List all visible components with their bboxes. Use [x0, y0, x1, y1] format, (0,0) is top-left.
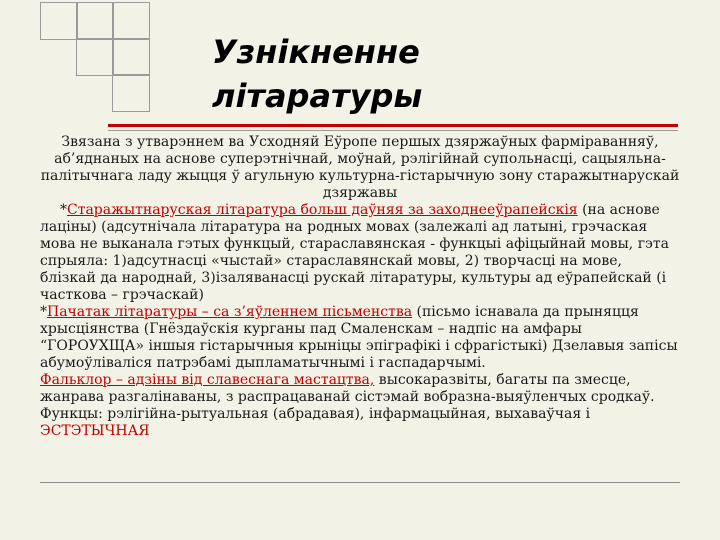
title-line-1: Узнікненне [212, 33, 420, 71]
paragraph-text: высокаразвіты, багаты па змесце, жанрава разгалінаваны, з распрацаванай сістэмай вобразна-выяўленчых сродкаў. Функцы: рэлігійна-рытуальная (абрадавая), інфармацыйная, выхаваўчая і [40, 372, 655, 422]
bottom-divider [40, 482, 680, 483]
bullet-asterisk: * [60, 202, 67, 218]
paragraph-text: (пісьмо існавала да прыняцця хрысціянства (Гнёздаўскія курганы пад Смаленскам – надпіс на амфары “ГОРОУХЩА» іншыя гістарычныя крыніцы эпіграфікі і сфрагістыкі) Дзелавыя запісы абумоўліваліся патрэбамі дыпламатычнымі і гаспадарчымі. [40, 304, 678, 371]
slide-body [40, 134, 680, 440]
paragraph-old-russian-literature [40, 202, 680, 304]
decorative-square [112, 2, 150, 40]
highlight-writing-origin: Пачатак літаратуры – са з’яўленнем пісьменства [47, 304, 413, 320]
highlight-old-russian-literature: Старажытнаруская літаратура больш даўняя за заходнееўрапейскія [67, 202, 578, 218]
decorative-square [112, 74, 150, 112]
title-divider-gray [108, 130, 678, 131]
decorative-square [76, 2, 114, 40]
highlight-aesthetic: ЭСТЭТЫЧНАЯ [40, 423, 150, 439]
bullet-asterisk: * [40, 304, 47, 320]
paragraph-folklore [40, 372, 680, 440]
decorative-square [40, 2, 78, 40]
highlight-folklore: Фальклор – адзіны від славеснага мастацтва, [40, 372, 375, 388]
slide-title [212, 30, 532, 118]
intro-paragraph: Звязана з утварэннем ва Усходняй Еўропе першых дзяржаўных фарміраванняў, аб’яднаных на аснове суперэтнічнай, моўнай, рэлігійнай супольнасці, сацыяльна-палітычнага ладу жыцця ў агульную культурна-гістарычную зону старажытнарускай дзяржавы [40, 134, 680, 201]
decorative-square [76, 38, 114, 76]
title-divider-red [108, 124, 678, 127]
paragraph-writing-origin [40, 304, 680, 372]
paragraph-text: (на аснове лаціны) (адсутнічала літаратура на родных мовах (залежалі ад латыні, грэчаская мова не выканала гэтых функцый, стараславянская - функцыі афіцыйнай мовы, гэта спрыяла: 1)адсутнасці «чыстай» стараславянскай мовы, 2) творчасці на мове, блізкай да народнай, 3)ізаляванасці рускай літаратуры, культуры ад еўрапейскай (і часткова – грэчаскай) [40, 202, 669, 303]
decorative-square [112, 38, 150, 76]
title-line-2: літаратуры [212, 77, 423, 115]
